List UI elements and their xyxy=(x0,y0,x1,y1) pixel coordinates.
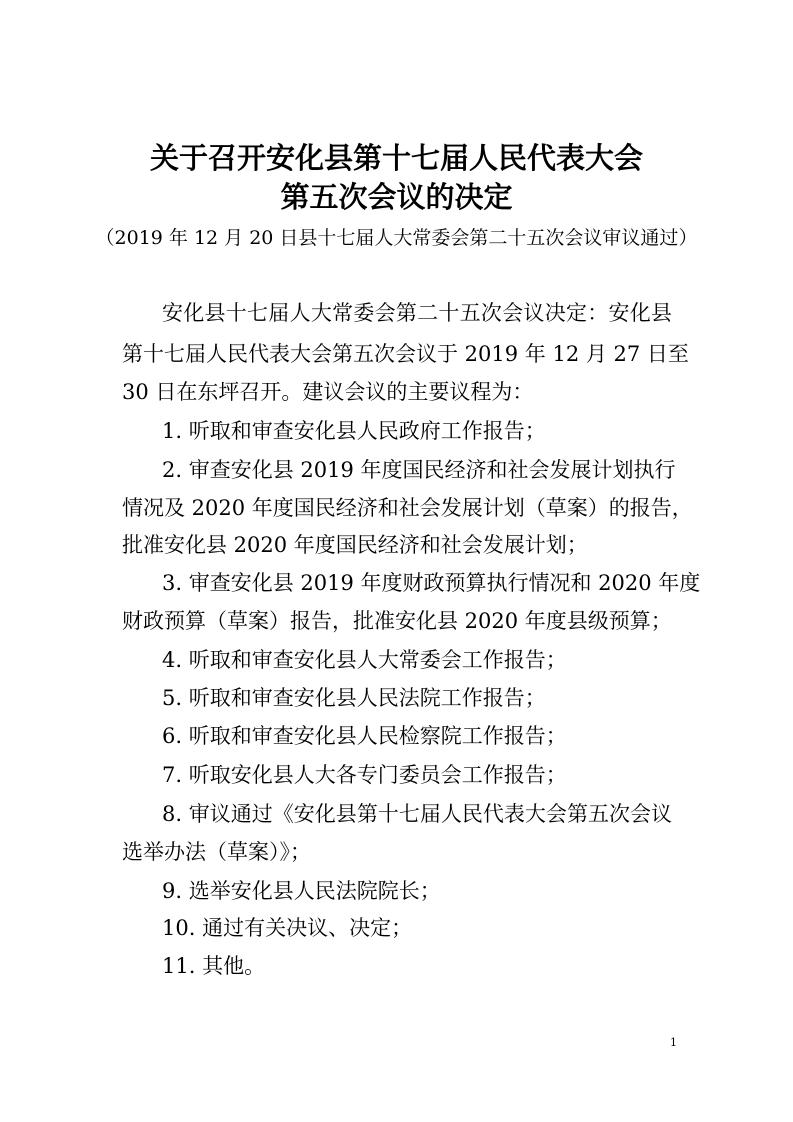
agenda-item: 7. 听取安化县人大各专门委员会工作报告； xyxy=(162,763,567,787)
agenda-item-continuation: 批准安化县 2020 年度国民经济和社会发展计划； xyxy=(122,533,588,557)
agenda-item: 5. 听取和审查安化县人民法院工作报告； xyxy=(162,686,546,710)
agenda-item: 1. 听取和审查安化县人民政府工作报告； xyxy=(162,419,546,443)
agenda-item: 9. 选举安化县人民法院院长； xyxy=(162,879,441,903)
agenda-item: 6. 听取和审查安化县人民检察院工作报告； xyxy=(162,724,567,748)
document-title-line-1: 关于召开安化县第十七届人民代表大会 xyxy=(149,141,643,175)
agenda-item-continuation: 情况及 2020 年度国民经济和社会发展计划（草案）的报告， xyxy=(122,496,693,520)
document-subtitle: （2019 年 12 月 20 日县十七届人大常委会第二十五次会议审议通过） xyxy=(95,227,698,249)
paragraph-line: 30 日在东坪召开。建议会议的主要议程为： xyxy=(122,380,534,404)
agenda-item: 3. 审查安化县 2019 年度财政预算执行情况和 2020 年度 xyxy=(162,571,701,595)
agenda-item: 10. 通过有关决议、决定； xyxy=(162,916,413,940)
document-title-line-2: 第五次会议的决定 xyxy=(280,180,513,214)
agenda-item: 11. 其他。 xyxy=(162,954,266,978)
agenda-item-continuation: 选举办法（草案）》； xyxy=(122,840,311,864)
agenda-item-continuation: 财政预算（草案）报告，批准安化县 2020 年度县级预算； xyxy=(122,609,672,633)
paragraph-line: 安化县十七届人大常委会第二十五次会议决定：安化县 xyxy=(162,301,672,325)
agenda-item: 4. 听取和审查安化县人大常委会工作报告； xyxy=(162,648,567,672)
paragraph-line: 第十七届人民代表大会第五次会议于 2019 年 12 月 27 日至 xyxy=(122,342,689,366)
agenda-item: 8. 审议通过《安化县第十七届人民代表大会第五次会议 xyxy=(162,802,672,826)
page-number: 1 xyxy=(670,1036,677,1049)
agenda-item: 2. 审查安化县 2019 年度国民经济和社会发展计划执行 xyxy=(162,458,676,482)
